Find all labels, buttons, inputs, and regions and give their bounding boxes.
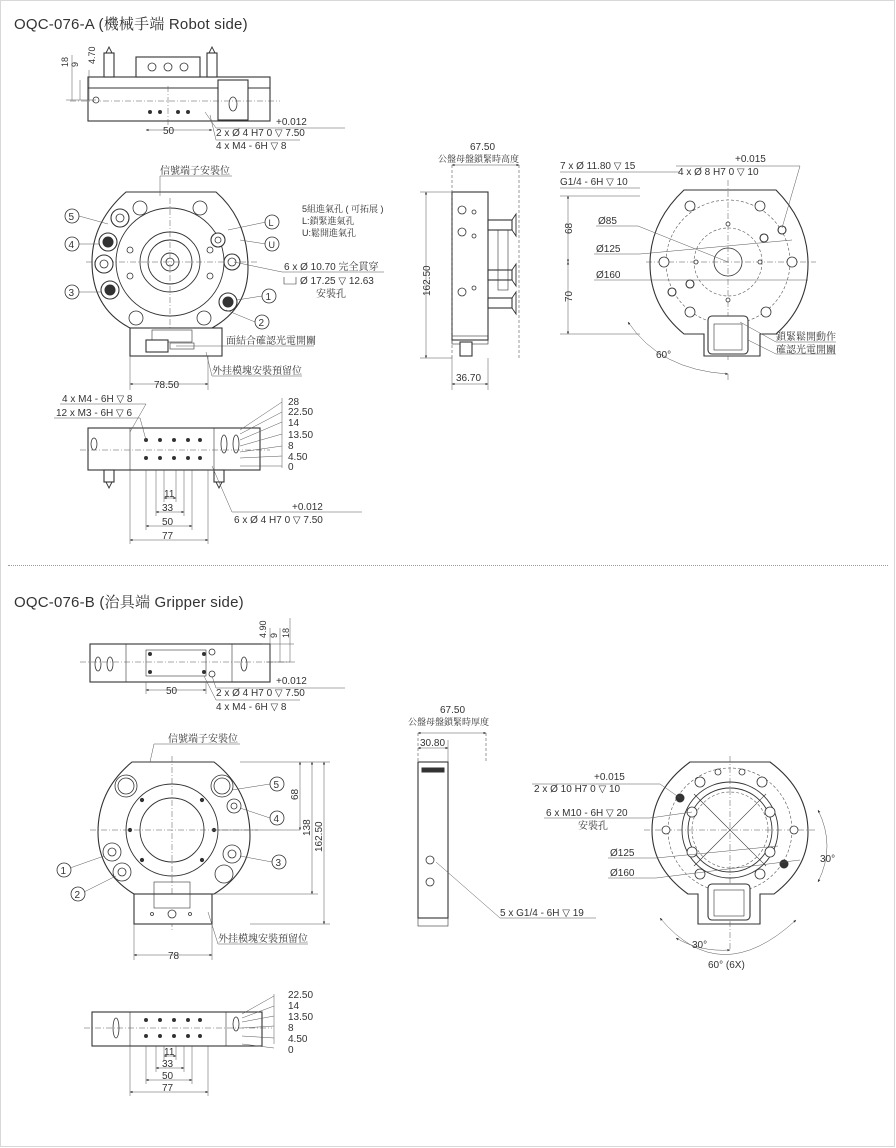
svg-text:3: 3	[68, 288, 75, 299]
svg-text:L: L	[268, 218, 274, 228]
b-front-v68: 68	[290, 788, 301, 800]
b-front-callout-5	[232, 777, 284, 791]
a-bottom-view	[54, 394, 362, 544]
b-back-mount-hole: 安裝孔	[578, 821, 608, 832]
b-back-a60: 60° (6X)	[708, 960, 745, 971]
a-side-dim-67-50: 67.50	[470, 142, 496, 153]
a-bottom-w77: 77	[162, 531, 174, 542]
svg-text:2: 2	[74, 890, 81, 901]
a-front-thru-hole: 6 x Ø 10.70 完全貫穿	[284, 262, 379, 273]
b-bottom-w50: 50	[162, 1071, 174, 1082]
b-top-tol: +0.012	[276, 676, 307, 687]
a-top-thread: 4 x M4 - 6H ▽ 8	[216, 141, 287, 152]
svg-text:5: 5	[68, 212, 75, 223]
b-bottom-h14: 14	[288, 1001, 300, 1012]
b-side-dim-30-80: 30.80	[420, 738, 446, 749]
a-front-sensor-label: 面結合確認光電開關	[226, 336, 316, 347]
b-front-callout-2	[71, 876, 116, 901]
b-back-tol: +0.015	[594, 772, 625, 783]
b-bottom-w33: 33	[162, 1059, 174, 1070]
a-front-view	[65, 164, 384, 391]
b-front-module-label: 外挂模塊安裝預留位	[218, 934, 308, 945]
b-bottom-h13: 13.50	[288, 1012, 314, 1023]
section-a-title: OQC-076-A (機械手端 Robot side)	[14, 16, 248, 33]
b-top-thread: 4 x M4 - 6H ▽ 8	[216, 702, 287, 713]
svg-text:1: 1	[265, 292, 272, 303]
svg-text:3: 3	[275, 858, 282, 869]
svg-text:2: 2	[258, 318, 265, 329]
svg-text:4: 4	[68, 240, 75, 251]
b-bottom-h0: 0	[288, 1045, 294, 1056]
a-front-signal-label: 信號端子安裝位	[160, 166, 230, 177]
b-top-dim-9: 9	[269, 632, 279, 638]
b-bottom-view	[84, 990, 313, 1096]
a-side-dim-36-70: 36.70	[456, 373, 482, 384]
a-top-dim-470: 4.70	[87, 46, 97, 64]
b-side-port: 5 x G1/4 - 6H ▽ 19	[500, 908, 584, 919]
a-side-view	[420, 142, 519, 390]
a-bottom-w50: 50	[162, 517, 174, 528]
a-back-d160: Ø160	[596, 270, 621, 281]
b-front-signal-label: 信號端子安裝位	[168, 734, 238, 745]
b-top-dim-490: 4.90	[258, 620, 268, 638]
a-front-callout-2	[226, 310, 269, 329]
a-bottom-h4: 4.50	[288, 452, 308, 463]
b-front-v162: 162.50	[314, 821, 325, 852]
a-back-view	[560, 154, 836, 380]
svg-text:1: 1	[60, 866, 67, 877]
b-back-a30-bottom: 30°	[692, 940, 708, 951]
b-bottom-h22: 22.50	[288, 990, 314, 1001]
b-top-view	[80, 618, 345, 713]
a-bottom-h0: 0	[288, 462, 294, 473]
a-top-dim-18: 18	[60, 56, 70, 67]
b-bottom-h4: 4.50	[288, 1034, 308, 1045]
a-bottom-thread-m4: 4 x M4 - 6H ▽ 8	[62, 394, 133, 405]
a-front-mount-hole: 安裝孔	[316, 289, 346, 300]
a-back-d125: Ø125	[596, 244, 621, 255]
a-bottom-h22: 22.50	[288, 407, 314, 418]
a-bottom-h8: 8	[288, 441, 294, 452]
a-bottom-h28: 28	[288, 397, 300, 408]
b-front-callout-3	[240, 855, 286, 869]
a-front-air-note-1: 5組進氣孔 ( 可拓展 )	[302, 204, 384, 214]
a-top-pin-hole: 2 x Ø 4 H7 0 ▽ 7.50	[216, 128, 305, 139]
a-front-air-note-3: U:鬆開進氣孔	[302, 228, 357, 238]
a-back-angle: 60°	[656, 350, 672, 361]
b-bottom-w77: 77	[162, 1083, 174, 1094]
a-front-dim-78-50: 78.50	[154, 380, 180, 391]
a-back-v70: 70	[564, 290, 575, 302]
a-side-dim-162-50: 162.50	[422, 265, 433, 296]
b-side-dim-67-50: 67.50	[440, 705, 466, 716]
a-back-pin-hole: 4 x Ø 8 H7 0 ▽ 10	[678, 167, 759, 178]
b-back-view	[532, 756, 835, 971]
a-bottom-w11: 11	[164, 489, 175, 500]
b-front-v138: 138	[302, 819, 313, 836]
a-top-dim-9: 9	[70, 61, 80, 67]
b-back-thread: 6 x M10 - 6H ▽ 20	[546, 808, 628, 819]
b-front-dim-78: 78	[168, 951, 180, 962]
svg-text:4: 4	[273, 814, 280, 825]
a-bottom-h14: 14	[288, 418, 300, 429]
svg-text:5: 5	[273, 780, 280, 791]
a-back-lock-label-2: 確認光電開關	[776, 345, 836, 356]
b-bottom-w11: 11	[164, 1047, 175, 1058]
a-back-v68: 68	[564, 222, 575, 234]
b-back-d125: Ø125	[610, 848, 635, 859]
b-back-a30-right: 30°	[820, 854, 836, 865]
b-side-label-67: 公盤母盤鎖緊時厚度	[408, 717, 490, 727]
a-top-tol: +0.012	[276, 117, 307, 128]
a-bottom-thread-m3: 12 x M3 - 6H ▽ 6	[56, 408, 133, 419]
a-back-lock-label-1: 鎖緊鬆開動作	[776, 332, 836, 343]
b-front-callout-1	[57, 856, 104, 877]
a-top-view	[60, 46, 345, 152]
a-back-tol: +0.015	[735, 154, 766, 165]
a-front-module-label: 外挂模塊安裝預留位	[212, 366, 302, 377]
a-side-label-67: 公盤母盤鎖緊時高度	[438, 154, 520, 164]
a-back-port: G1/4 - 6H ▽ 10	[560, 177, 628, 188]
b-top-pin-hole: 2 x Ø 4 H7 0 ▽ 7.50	[216, 688, 305, 699]
b-back-d160: Ø160	[610, 868, 635, 879]
svg-text:U: U	[268, 240, 275, 250]
a-back-d85: Ø85	[598, 216, 617, 227]
b-front-view	[57, 732, 330, 962]
b-top-dim-18: 18	[281, 627, 291, 638]
a-bottom-h13: 13.50	[288, 430, 314, 441]
section-b-title: OQC-076-B (治具端 Gripper side)	[14, 594, 244, 611]
a-front-air-note-2: L:鎖緊進氣孔	[302, 216, 355, 226]
a-front-cbore: Ø 17.25 ▽ 12.63	[300, 276, 374, 287]
a-top-dim-50: 50	[163, 126, 175, 137]
a-bottom-w33: 33	[162, 503, 174, 514]
a-bottom-pin-hole: 6 x Ø 4 H7 0 ▽ 7.50	[234, 515, 323, 526]
a-back-hole-7: 7 x Ø 11.80 ▽ 15	[560, 161, 636, 172]
b-back-pin-hole: 2 x Ø 10 H7 0 ▽ 10	[534, 784, 621, 795]
b-bottom-h8: 8	[288, 1023, 294, 1034]
a-bottom-tol: +0.012	[292, 502, 323, 513]
b-top-dim-50: 50	[166, 686, 178, 697]
